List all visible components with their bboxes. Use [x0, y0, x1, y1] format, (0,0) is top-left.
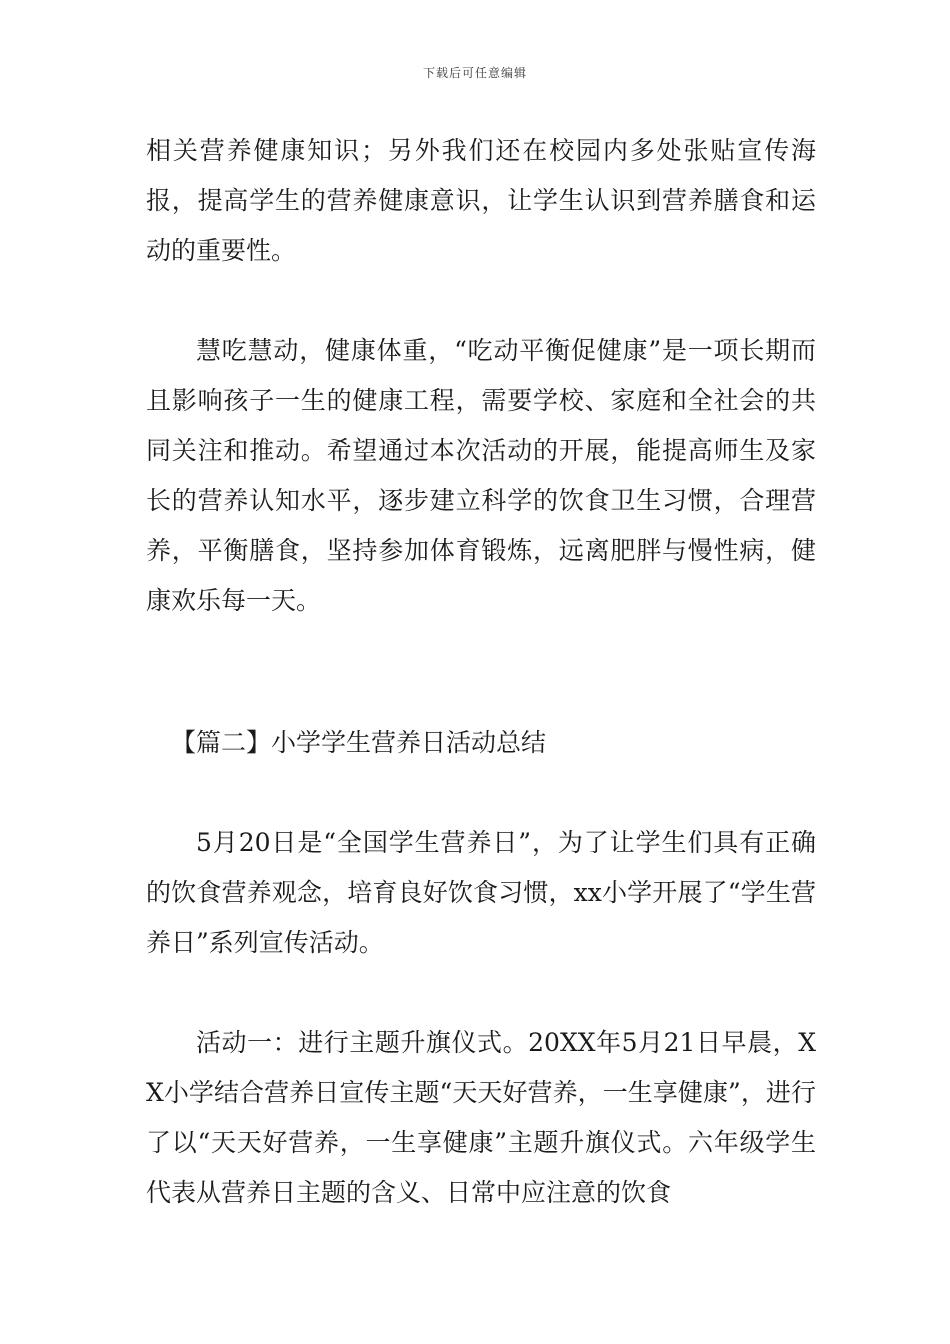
document-body: [146, 126, 816, 1218]
paragraph-spacer: [146, 768, 816, 818]
paragraph-spacer: [146, 968, 816, 1018]
section-title: 【篇二】小学学生营养日活动总结: [171, 728, 547, 757]
section-spacer: [146, 626, 816, 718]
paragraph-spacer: [146, 276, 816, 326]
paragraph-4: 活动一：进行主题升旗仪式。20XX年5月21日早晨，XX小学结合营养日宣传主题“天天好营养，一生享健康”，进行了以“天天好营养，一生享健康”主题升旗仪式。六年级学生代表从营养日主题的含义、日常中应注意的饮食: [146, 1028, 816, 1207]
paragraph-1: 相关营养健康知识；另外我们还在校园内多处张贴宣传海报，提高学生的营养健康意识，让学生认识到营养膳食和运动的重要性。: [146, 136, 816, 265]
header-note: 下载后可任意编辑: [422, 66, 527, 80]
paragraph-2: 慧吃慧动，健康体重，“吃动平衡促健康”是一项长期而且影响孩子一生的健康工程，需要学校、家庭和全社会的共同关注和推动。希望通过本次活动的开展，能提高师生及家长的营养认知水平，逐步建立科学的饮食卫生习惯，合理营养，平衡膳食，坚持参加体育锻炼，远离肥胖与慢性病，健康欢乐每一天。: [146, 336, 816, 615]
paragraph-3: 5月20日是“全国学生营养日”，为了让学生们具有正确的饮食营养观念，培育良好饮食习惯，xx小学开展了“学生营养日”系列宣传活动。: [146, 828, 816, 957]
